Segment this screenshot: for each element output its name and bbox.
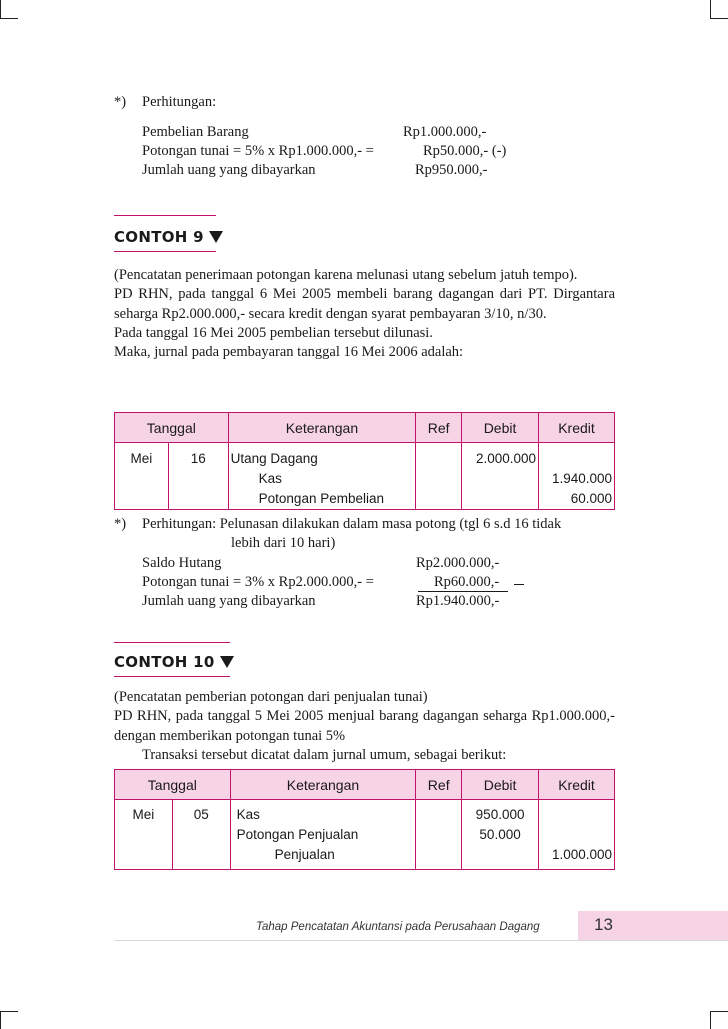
column-header: Ref (416, 770, 462, 800)
calculation-title: Perhitungan: (142, 94, 217, 110)
cell-month (115, 845, 173, 870)
column-header: Tanggal (115, 770, 231, 800)
cell-kredit (539, 825, 615, 845)
cell-ref (416, 825, 462, 845)
column-header: Debit (462, 770, 539, 800)
cell-debit: 50.000 (462, 825, 539, 845)
cell-debit: 2.000.000 (462, 443, 539, 470)
example-description (114, 266, 615, 362)
cell-day (168, 489, 228, 510)
cell-month (115, 825, 173, 845)
calc-label: Jumlah uang yang dibayarkan (142, 593, 316, 609)
calc-value: Rp2.000.000,- (416, 555, 500, 571)
cell-debit (462, 845, 539, 870)
footnote-marker: *) (114, 516, 127, 532)
column-header: Ref (416, 413, 462, 443)
cell-kredit: 1.940.000 (539, 469, 615, 489)
paragraph: (Pencatatan penerimaan potongan karena melunasi utang sebelum jatuh tempo). (114, 267, 578, 283)
cell-description: Potongan Pembelian (228, 489, 416, 510)
cell-description: Penjualan (230, 845, 416, 870)
cell-ref (416, 800, 462, 826)
table-row (115, 845, 615, 870)
triangle-down-icon (220, 656, 234, 668)
example-heading-label: CONTOH 10 (114, 653, 215, 671)
crop-mark (710, 1011, 711, 1029)
cell-day (172, 845, 230, 870)
table-row (115, 489, 615, 510)
cell-ref (416, 469, 462, 489)
cell-description: Kas (228, 469, 416, 489)
cell-day: 16 (168, 443, 228, 470)
calc-label: Potongan tunai = 3% x Rp2.000.000,- = (142, 574, 374, 590)
example-heading (114, 653, 234, 671)
footnote-marker: *) (114, 94, 127, 110)
calculation-title: Perhitungan: Pelunasan dilakukan dalam masa potong (tgl 6 s.d 16 tidak (142, 516, 562, 532)
column-header: Keterangan (228, 413, 416, 443)
cell-description: Potongan Penjualan (230, 825, 416, 845)
paragraph: PD RHN, pada tanggal 5 Mei 2005 menjual barang dagangan seharga Rp1.000.000,- dengan memberikan potongan tunai 5% (114, 708, 615, 744)
cell-kredit (539, 443, 615, 470)
column-header: Kredit (539, 770, 615, 800)
heading-rule-bottom (114, 251, 216, 252)
crop-mark (0, 1011, 18, 1012)
example-description (114, 688, 615, 765)
calc-value: Rp60.000,- (434, 574, 500, 590)
heading-rule-bottom (114, 676, 230, 677)
journal-table (114, 412, 615, 510)
column-header: Keterangan (230, 770, 416, 800)
paragraph: Maka, jurnal pada pembayaran tanggal 16 Mei 2006 adalah: (114, 344, 464, 361)
cell-day (168, 469, 228, 489)
cell-day (172, 825, 230, 845)
footer-title: Tahap Pencatatan Akuntansi pada Perusahaan Dagang (256, 921, 540, 933)
heading-rule-top (114, 642, 230, 643)
cell-description: Kas (230, 800, 416, 826)
calc-value: Rp50.000,- (-) (423, 143, 507, 159)
cell-debit (462, 489, 539, 510)
cell-kredit: 1.000.000 (539, 845, 615, 870)
crop-mark (710, 18, 728, 19)
cell-debit (462, 469, 539, 489)
calc-label: Saldo Hutang (142, 555, 222, 571)
journal-table (114, 769, 615, 870)
minus-sign (514, 584, 524, 585)
calculation-block-2 (114, 515, 615, 615)
paragraph: Pada tanggal 16 Mei 2005 pembelian tersebut dilunasi. (114, 324, 433, 341)
table-row (115, 800, 615, 826)
crop-mark (710, 0, 711, 18)
cell-kredit (539, 800, 615, 826)
table-row (115, 443, 615, 470)
cell-description: Utang Dagang (228, 443, 416, 470)
footer-rule (114, 940, 728, 941)
crop-mark (710, 1011, 728, 1012)
calculation-title-continued: lebih dari 10 hari) (231, 535, 336, 551)
cell-kredit: 60.000 (539, 489, 615, 510)
example-heading (114, 228, 223, 246)
calc-value: Rp1.940.000,- (416, 593, 500, 609)
calc-label: Potongan tunai = 5% x Rp1.000.000,- = (142, 143, 374, 159)
column-header: Kredit (539, 413, 615, 443)
cell-month (115, 489, 169, 510)
cell-day: 05 (172, 800, 230, 826)
example-heading-label: CONTOH 9 (114, 228, 204, 246)
cell-ref (416, 489, 462, 510)
calc-value: Rp1.000.000,- (403, 124, 487, 140)
paragraph: (Pencatatan pemberian potongan dari penjualan tunai) (114, 689, 428, 705)
heading-rule-top (114, 215, 216, 216)
column-header: Debit (462, 413, 539, 443)
cell-month: Mei (115, 443, 169, 470)
paragraph: Transaksi tersebut dicatat dalam jurnal umum, sebagai berikut: (142, 746, 507, 763)
page-number: 13 (594, 915, 613, 934)
cell-month: Mei (115, 800, 173, 826)
table-row (115, 469, 615, 489)
cell-ref (416, 845, 462, 870)
paragraph: PD RHN, pada tanggal 6 Mei 2005 membeli barang dagangan dari PT. Dirgantara seharga Rp2.000.000,- secara kredit dengan syarat pembayaran 3/10, n/30. (114, 286, 615, 322)
column-header: Tanggal (115, 413, 229, 443)
crop-mark (0, 1011, 1, 1029)
cell-month (115, 469, 169, 489)
crop-mark (0, 18, 18, 19)
table-row (115, 825, 615, 845)
calc-label: Jumlah uang yang dibayarkan (142, 162, 316, 178)
calc-value: Rp950.000,- (415, 162, 488, 178)
cell-debit: 950.000 (462, 800, 539, 826)
cell-ref (416, 443, 462, 470)
triangle-down-icon (209, 231, 223, 243)
calc-label: Pembelian Barang (142, 124, 249, 140)
crop-mark (0, 0, 1, 18)
